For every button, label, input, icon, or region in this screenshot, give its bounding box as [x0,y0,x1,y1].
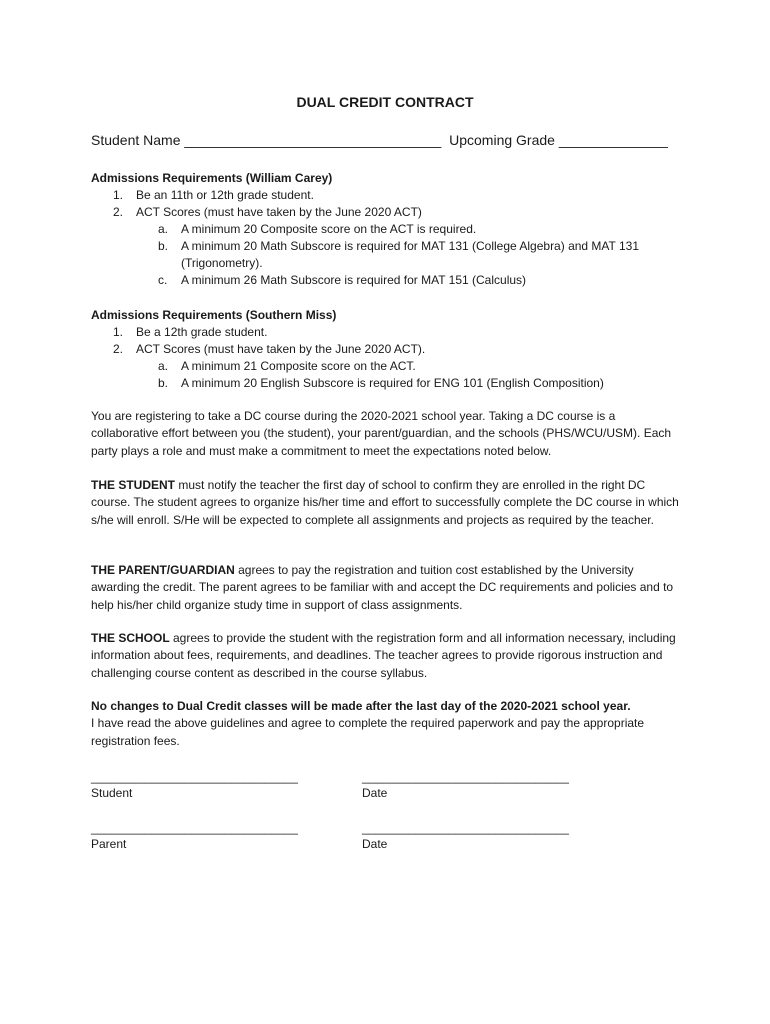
list-item [91,341,681,358]
list-marker: a. [158,222,169,236]
parent-paragraph [91,562,681,614]
parent-signature-label: Parent [91,837,127,851]
list-item-text: Be an 11th or 12th grade student. [136,188,314,202]
list-marker: 1. [113,188,124,202]
no-changes-notice: No changes to Dual Credit classes will be made after the last day of the 2020-2021 school year. [91,699,631,713]
list-item-text: A minimum 26 Math Subscore is required for MAT 151 (Calculus) [181,273,527,287]
list-item-text: ACT Scores (must have taken by the June 2020 ACT). [136,342,426,356]
signature-line: _______________________________ [91,821,298,835]
school-text: agrees to provide the student with the registration form and all information necessary, including information about fees, requirements, and deadlines. The teacher agrees to provide rigorous instruction and challenging course content as described in the course syllabus. [91,631,676,680]
sub-list-item [91,221,681,238]
student-text: must notify the teacher the first day of school to confirm they are enrolled in the right DC course. The student agrees to organize his/her time and effort to successfully complete the DC course in which s/he will enroll. S/He will be expected to complete all assignments and projects as required by the teacher. [91,478,679,527]
sub-list-item [91,375,681,392]
southern-miss-heading: Admissions Requirements (Southern Miss) [91,308,337,322]
student-lead: THE STUDENT [91,478,175,492]
date-label: Date [362,786,388,800]
agreement-text: I have read the above guidelines and agree to complete the required paperwork and pay the appropriate registration fees. [91,716,645,748]
parent-lead: THE PARENT/GUARDIAN [91,563,235,577]
school-paragraph-body [91,630,681,682]
signature-line: _______________________________ [91,770,298,784]
list-marker: b. [158,376,169,390]
parent-signature-block [91,820,298,852]
list-item-text: A minimum 20 Math Subscore is required for MAT 131 (College Algebra) and MAT 131 (Trigonometry). [181,239,639,270]
signature-line: _______________________________ [362,821,569,835]
intro-text: You are registering to take a DC course during the 2020-2021 school year. Taking a DC course is a collaborative effort between you (the student), your parent/guardian, and the schools (PHS/WCU/USM). Each party plays a role and must make a commitment to meet the expectations noted below. [91,409,672,458]
student-signature-block [91,769,298,801]
list-item-text: A minimum 21 Composite score on the ACT. [181,359,416,373]
intro-paragraph [91,408,681,460]
list-marker: a. [158,359,169,373]
list-item-text: ACT Scores (must have taken by the June 2020 ACT) [136,205,422,219]
agreement-block [91,698,681,750]
school-paragraph [91,630,681,682]
student-paragraph-body [91,477,681,529]
document-title: DUAL CREDIT CONTRACT [296,94,474,110]
sub-list-item [91,272,681,289]
parent-paragraph-body [91,562,681,614]
list-marker: 2. [113,342,124,356]
student-date-block [362,769,569,801]
sub-list-item [91,238,681,272]
list-item [91,187,681,204]
sub-list-item [91,358,681,375]
list-item [91,204,681,221]
student-name-grade-fields: Student Name _________________________________ Upcoming Grade ______________ [91,132,668,148]
list-item-text: A minimum 20 Composite score on the ACT is required. [181,222,477,236]
student-signature-label: Student [91,786,133,800]
list-item-text: Be a 12th grade student. [136,325,268,339]
list-item-text: A minimum 20 English Subscore is required for ENG 101 (English Composition) [181,376,604,390]
list-item [91,324,681,341]
southern-miss-requirements [91,307,681,392]
parent-date-block [362,820,569,852]
list-marker: 1. [113,325,124,339]
list-marker: b. [158,239,169,253]
signature-line: _______________________________ [362,770,569,784]
date-label: Date [362,837,388,851]
student-paragraph [91,477,681,529]
list-marker: c. [158,273,168,287]
school-lead: THE SCHOOL [91,631,170,645]
parent-text: agrees to pay the registration and tuition cost established by the University awarding the credit. The parent agrees to be familiar with and accept the DC requirements and policies and to help his/her child organize study time in support of class assignments. [91,563,674,612]
william-carey-heading: Admissions Requirements (William Carey) [91,171,333,185]
william-carey-requirements [91,170,681,289]
list-marker: 2. [113,205,124,219]
